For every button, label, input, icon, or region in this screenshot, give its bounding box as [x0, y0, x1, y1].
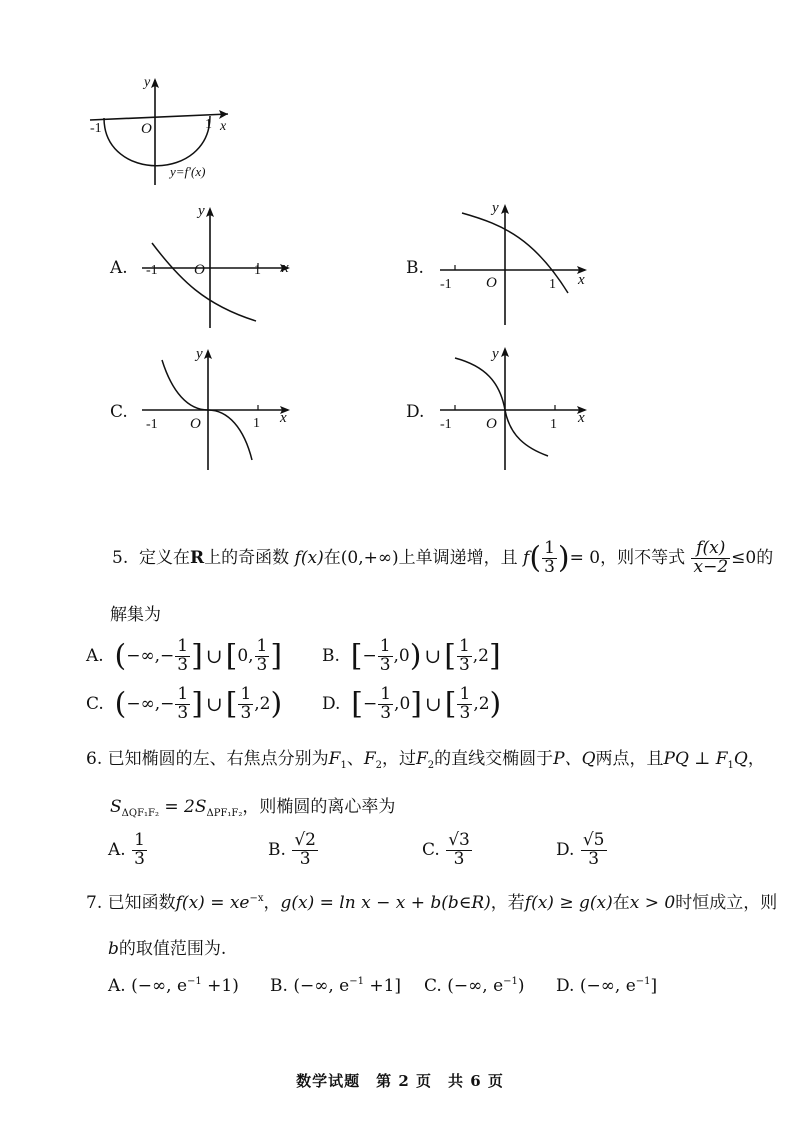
q7-option-a[interactable]: A. (−∞, $e^{-1} +1$)	[108, 976, 239, 996]
q5-line2: 解集为	[110, 605, 161, 625]
graph-b-letter[interactable]: B.	[406, 258, 424, 278]
svg-text:x: x	[578, 410, 585, 426]
top-curve-label: y=f′(x)	[170, 164, 206, 179]
graph-c[interactable]	[130, 340, 300, 480]
svg-text:-1: -1	[440, 417, 452, 432]
svg-text:y: y	[492, 200, 499, 216]
svg-text:-1: -1	[146, 417, 158, 432]
svg-text:y: y	[492, 346, 499, 362]
q5-stem: 5. 定义在R上的奇函数 f(x)在(0,+∞)上单调递增，且 f( $\frac{1}{3}$ )= 0，则不等式 $\frac{f(x)}{x-2}$ ≤0的	[112, 538, 774, 577]
svg-text:y: y	[198, 203, 205, 219]
page-footer: 数学试题 第 2 页 共 6 页	[296, 1072, 504, 1090]
svg-text:-1: -1	[440, 277, 452, 292]
graph-a-letter[interactable]: A.	[110, 258, 128, 278]
svg-text:1: 1	[254, 263, 261, 278]
svg-text:O: O	[486, 416, 497, 432]
svg-text:O: O	[194, 262, 205, 278]
top-origin-label: O	[141, 121, 152, 137]
graph-a[interactable]	[130, 195, 300, 335]
q6-option-a[interactable]: A. $\frac{1}{3}$	[108, 830, 145, 869]
q7-line2: b的取值范围为.	[108, 939, 227, 959]
q7-option-c[interactable]: C. (−∞, $e^{-1}$)	[424, 976, 525, 996]
q6-option-d[interactable]: D. $\frac{√5}{3}$	[556, 830, 605, 869]
graph-b[interactable]	[430, 195, 600, 335]
graph-d-curve	[455, 358, 548, 456]
q5-option-b[interactable]: B. [− $\frac{1}{3}$ ,0) ∪ [ $\frac{1}{3}$ ,2]	[322, 636, 501, 675]
graph-c-letter[interactable]: C.	[110, 402, 128, 422]
svg-text:y: y	[196, 346, 203, 362]
top-pos1-label: 1	[205, 117, 212, 132]
q6-stem: 6. 已知椭圆的左、右焦点分别为$F_1$、$F_2$，过$F_2$的直线交椭圆于P、Q两点，且PQ ⊥ $F_1Q$，	[86, 749, 765, 771]
svg-text:1: 1	[550, 417, 557, 432]
q7-stem: 7. 已知函数$f(x) = xe^{-x}$，g(x) = ln x − x + b(b∈R)，若f(x) ≥ g(x)在x > 0时恒成立，则	[86, 893, 778, 913]
semicircle-curve	[104, 116, 210, 166]
graph-d[interactable]	[430, 340, 600, 480]
svg-text:-1: -1	[146, 263, 158, 278]
q6-option-b[interactable]: B. $\frac{√2}{3}$	[268, 830, 316, 869]
svg-text:1: 1	[253, 416, 260, 431]
svg-text:x: x	[280, 410, 287, 426]
svg-text:x: x	[578, 272, 585, 288]
derivative-graph	[80, 70, 260, 190]
top-x-label: x	[220, 119, 227, 134]
graph-a-curve	[152, 243, 256, 321]
q5-option-d[interactable]: D. [− $\frac{1}{3}$ ,0] ∪ [ $\frac{1}{3}$ ,2)	[322, 684, 502, 723]
top-neg1-label: -1	[90, 121, 102, 136]
q6-line2: $S_{\Delta QF_1F_2} = 2S_{\Delta PF_1F_2}$，则椭圆的离心率为	[110, 797, 396, 819]
q5-option-c[interactable]: C. (−∞,− $\frac{1}{3}$ ] ∪ [ $\frac{1}{3}$ ,2)	[86, 684, 283, 723]
svg-text:x: x	[282, 260, 289, 276]
graph-d-letter[interactable]: D.	[406, 402, 425, 422]
q7-option-d[interactable]: D. (−∞, $e^{-1}$]	[556, 976, 658, 996]
q7-option-b[interactable]: B. (−∞, $e^{-1} +1$]	[270, 976, 402, 996]
svg-text:O: O	[190, 416, 201, 432]
top-y-label: y	[144, 75, 151, 90]
svg-text:1: 1	[549, 277, 556, 292]
q6-option-c[interactable]: C. $\frac{√3}{3}$	[422, 830, 470, 869]
q5-option-a[interactable]: A. (−∞,− $\frac{1}{3}$ ] ∪ [0, $\frac{1}{3}$ ]	[86, 636, 283, 675]
svg-text:O: O	[486, 275, 497, 291]
